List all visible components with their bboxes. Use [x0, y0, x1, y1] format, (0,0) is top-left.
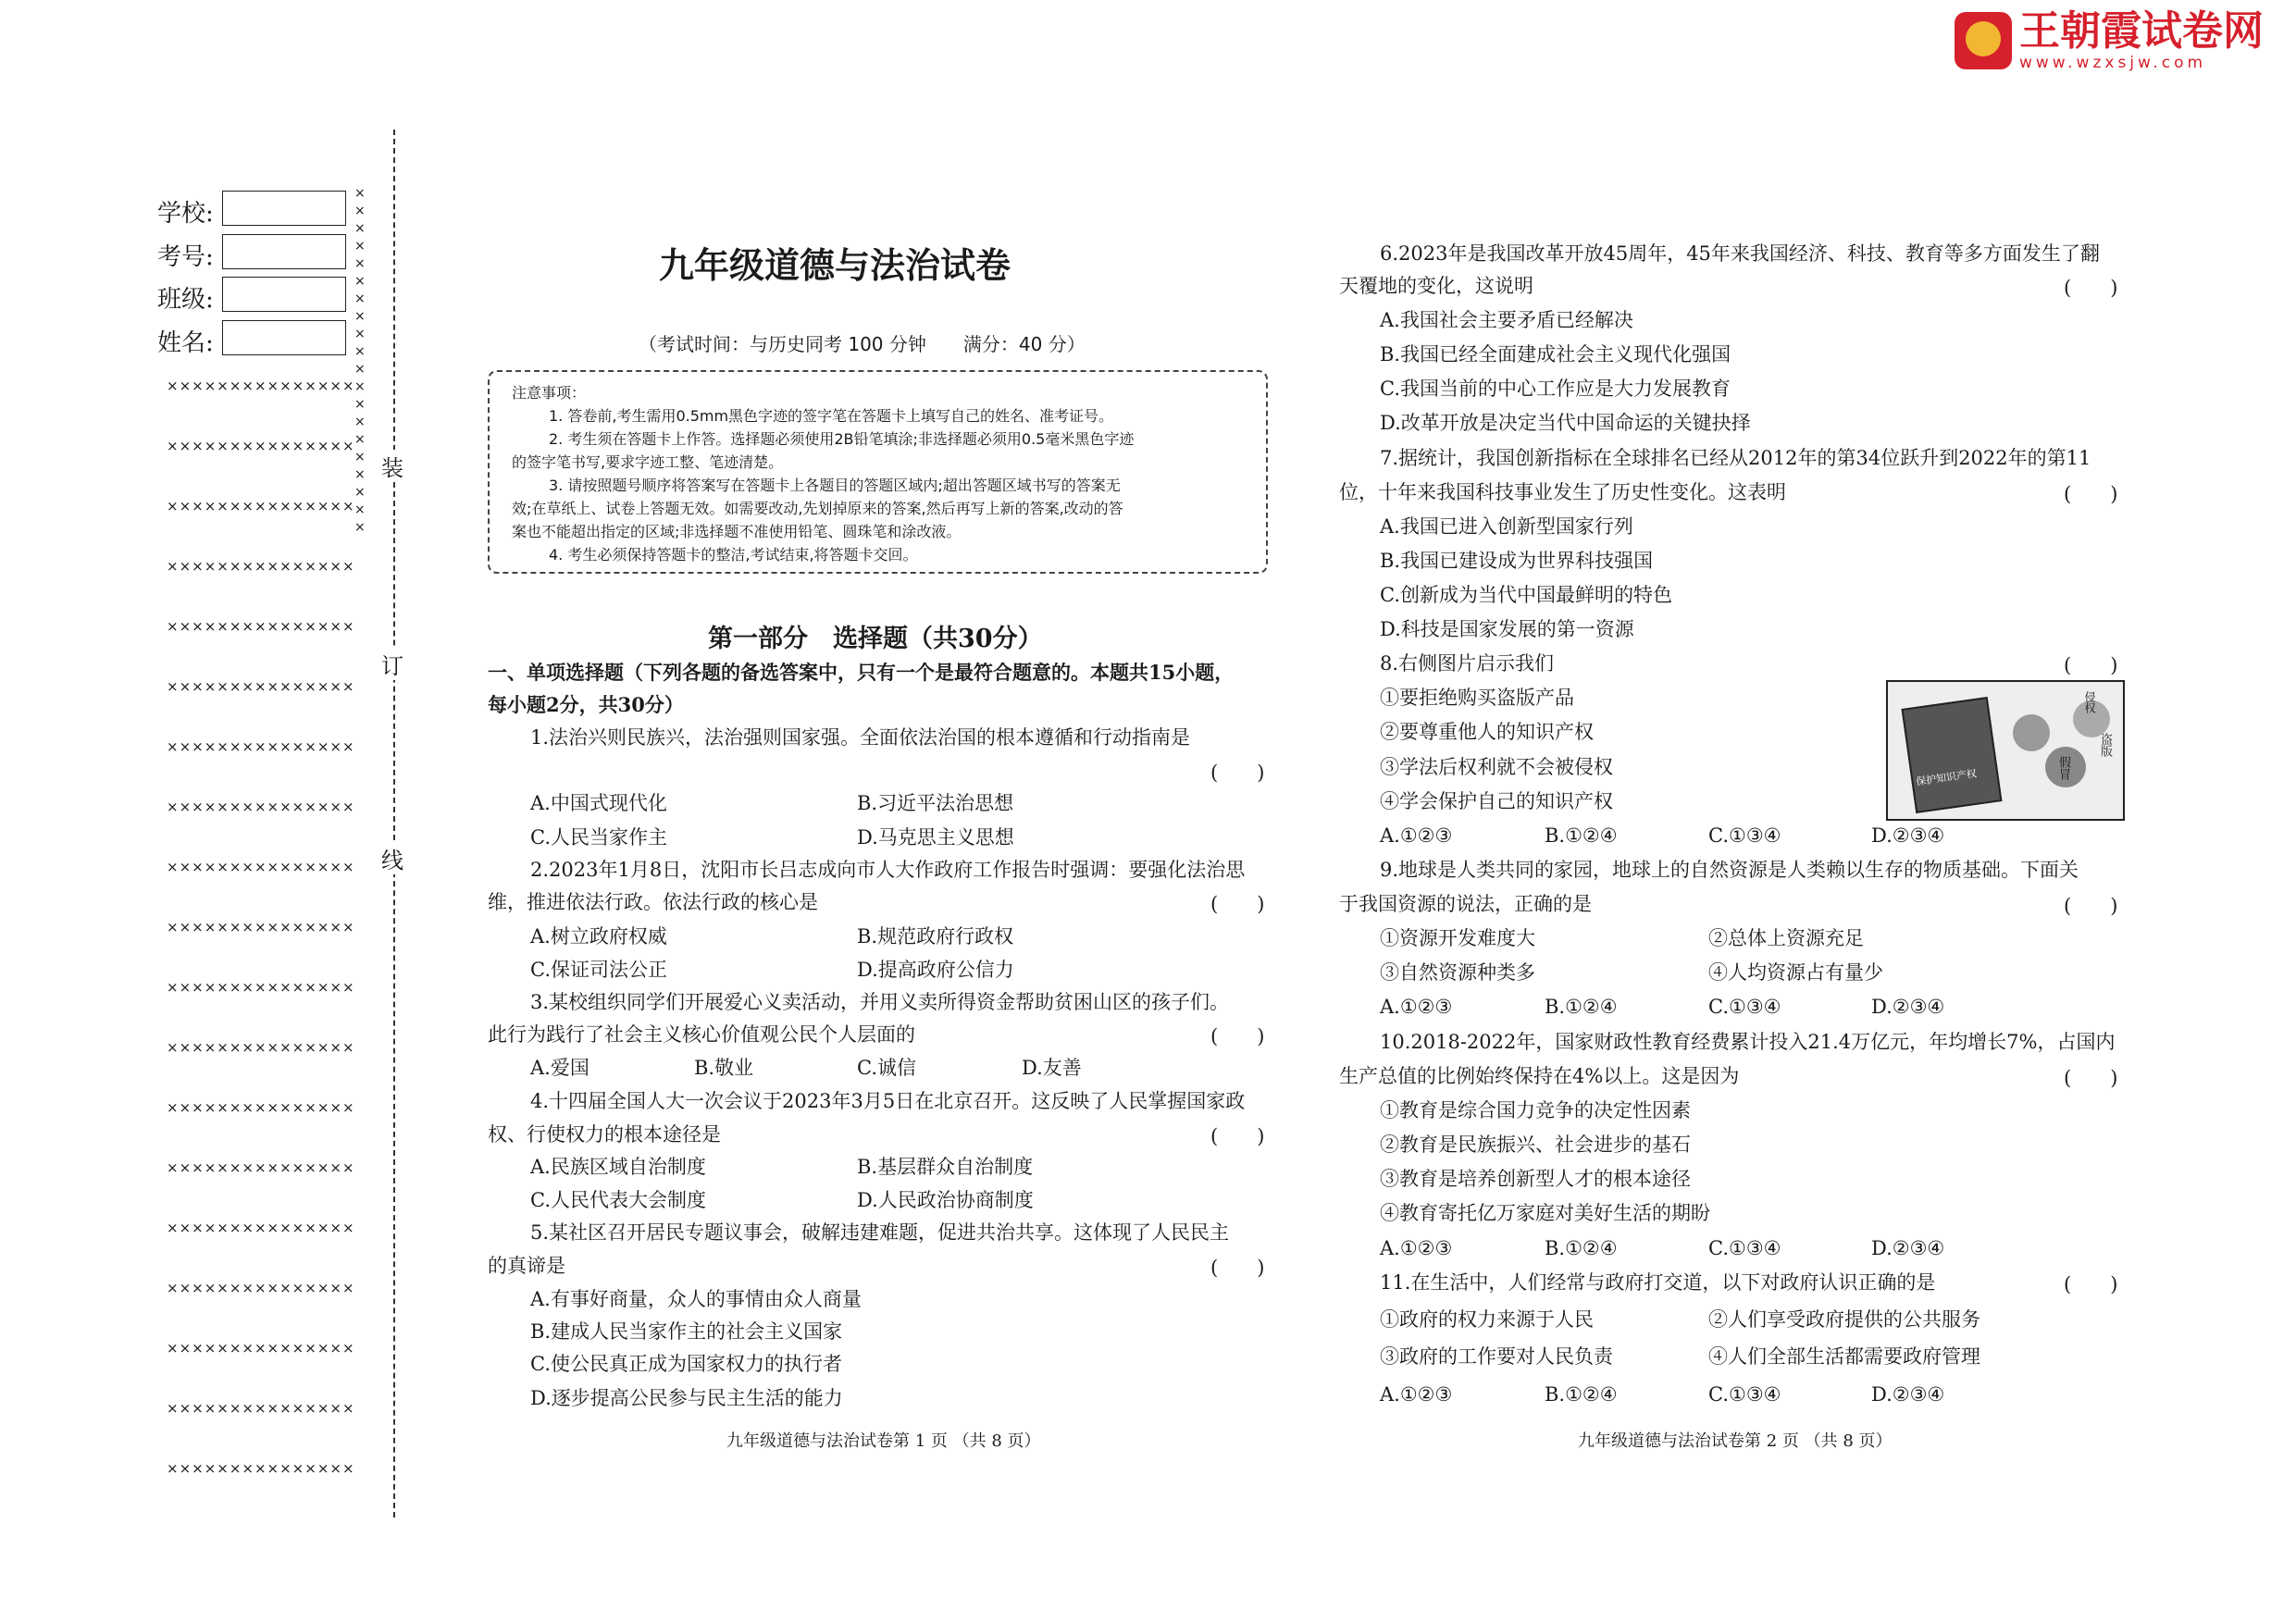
notice-item: 的签字笔书写,要求字迹工整、笔迹清楚。 — [512, 453, 784, 471]
school-field[interactable] — [222, 191, 346, 226]
option: D.改革开放是决定当代中国命运的关键抉择 — [1380, 412, 1751, 434]
option: D.人民政治协商制度 — [857, 1189, 1034, 1211]
answer-paren: ( ) — [1210, 1025, 1265, 1047]
statement: ④教育寄托亿万家庭对美好生活的期盼 — [1380, 1202, 1710, 1224]
statement: ④人们全部生活都需要政府管理 — [1708, 1345, 1980, 1368]
cross-row: ××××××××××××××× — [167, 558, 355, 575]
option: B.基层群众自治制度 — [857, 1156, 1034, 1178]
binding-dashed-line — [393, 130, 395, 1518]
option: A.我国社会主要矛盾已经解决 — [1380, 309, 1633, 331]
option: C.①③④ — [1708, 824, 1781, 847]
name-label: 姓名: — [157, 329, 214, 357]
option: C.①③④ — [1708, 996, 1781, 1018]
cross-row: ××××××××××××××× — [167, 678, 355, 695]
question-stem: 天覆地的变化，这说明 — [1339, 275, 1533, 297]
statement: ③自然资源种类多 — [1380, 961, 1535, 984]
answer-paren: ( ) — [1210, 1125, 1265, 1147]
option: C.①③④ — [1708, 1237, 1781, 1259]
answer-paren: ( ) — [2064, 1067, 2118, 1089]
statement: ③政府的工作要对人民负责 — [1380, 1345, 1613, 1368]
cross-row: ××××××××××××××× — [167, 799, 355, 815]
cross-row: ××××××××××××××× — [167, 438, 355, 454]
cross-row: ××××××××××××××× — [167, 738, 355, 755]
exam-number-field[interactable] — [222, 234, 346, 269]
option: B.①②④ — [1545, 996, 1618, 1018]
option: C.创新成为当代中国最鲜明的特色 — [1380, 584, 1672, 606]
book-figure — [1902, 697, 2003, 813]
class-label: 班级: — [157, 286, 214, 314]
school-label: 学校: — [157, 200, 214, 228]
option: A.我国已进入创新型国家行列 — [1380, 515, 1633, 538]
answer-paren: ( ) — [1210, 762, 1265, 784]
statement: ②要尊重他人的知识产权 — [1380, 721, 1594, 743]
option: A.民族区域自治制度 — [530, 1156, 706, 1178]
question-stem: 3.某校组织同学们开展爱心义卖活动，并用义卖所得资金帮助贫困山区的孩子们。 — [530, 991, 1230, 1013]
question-stem: 7.据统计，我国创新指标在全球排名已经从2012年的第34位跃升到2022年的第11 — [1380, 447, 2091, 469]
question-stem: 位，十年来我国科技事业发生了历史性变化。这表明 — [1339, 481, 1786, 503]
statement: ②人们享受政府提供的公共服务 — [1708, 1308, 1980, 1331]
option: A.①②③ — [1380, 1383, 1453, 1406]
cross-row: ××××××××××××××× — [167, 1099, 355, 1116]
option: A.①②③ — [1380, 824, 1453, 847]
question-stem: 11.在生活中，人们经常与政府打交道，以下对政府认识正确的是 — [1380, 1271, 1936, 1294]
question-stem: 10.2018-2022年，国家财政性教育经费累计投入21.4万亿元，年均增长7%，占国内 — [1380, 1031, 2116, 1053]
question-stem: 此行为践行了社会主义核心价值观公民个人层面的 — [488, 1023, 915, 1046]
notice-heading: 注意事项： — [512, 384, 587, 402]
cross-row: ××××××××××××××× — [167, 1280, 355, 1296]
cross-row: ××××××××××××××× — [167, 618, 355, 635]
cross-row: ××××××××××××××× — [167, 859, 355, 875]
question-stem: 5.某社区召开居民专题议事会，破解违建难题，促进共治共享。这体现了人民民主 — [530, 1221, 1230, 1244]
question-stem: 于我国资源的说法，正确的是 — [1339, 893, 1592, 915]
binding-char-zhuang: 装 — [381, 450, 403, 482]
option: C.保证司法公正 — [530, 959, 667, 981]
cross-row: ××××××××××××××× — [167, 1039, 355, 1056]
statement: ④人均资源占有量少 — [1708, 961, 1883, 984]
image-label: 盗版 — [2098, 733, 2112, 757]
option: B.①②④ — [1545, 1383, 1618, 1406]
exam-info: （考试时间：与历史同考 100 分钟 满分：40 分） — [639, 333, 1086, 355]
name-field[interactable] — [222, 320, 346, 355]
option: C.人民代表大会制度 — [530, 1189, 706, 1211]
binding-char-ding: 订 — [381, 648, 403, 680]
question-stem: 8.右侧图片启示我们 — [1380, 652, 1555, 675]
notice-item: 4. 考生必须保持答题卡的整洁,考试结束,将答题卡交回。 — [549, 546, 918, 564]
question-stem: 6.2023年是我国改革开放45周年，45年来我国经济、科技、教育等多方面发生了翻 — [1380, 242, 2100, 265]
option: B.①②④ — [1545, 1237, 1618, 1259]
question-stem: 生产总值的比例始终保持在4%以上。这是因为 — [1339, 1065, 1740, 1087]
cross-row: ××××××××××××××× — [167, 1460, 355, 1477]
question-stem: 维，推进依法行政。依法行政的核心是 — [488, 891, 818, 913]
cross-row: ××××××××××××××× — [167, 1340, 355, 1357]
option: C.使公民真正成为国家权力的执行者 — [530, 1353, 842, 1375]
option: C.诚信 — [857, 1057, 916, 1079]
question-stem: 2.2023年1月8日，沈阳市长吕志成向市人大作政府工作报告时强调：要强化法治思 — [530, 859, 1246, 881]
option: B.建成人民当家作主的社会主义国家 — [530, 1320, 843, 1343]
option: A.①②③ — [1380, 996, 1453, 1018]
answer-paren: ( ) — [2064, 654, 2118, 676]
section-heading: 第一部分 选择题（共30分） — [708, 625, 1043, 653]
page-footer: 九年级道德与法治试卷第 2 页 （共 8 页） — [1578, 1431, 1893, 1451]
option: B.①②④ — [1545, 824, 1618, 847]
statement: ③学法后权利就不会被侵权 — [1380, 756, 1613, 778]
statement: ①政府的权力来源于人民 — [1380, 1308, 1594, 1331]
cross-column: ×× ×× ×× ×× ×× ×× ×× ×× ×× ×× — [354, 186, 366, 535]
class-field[interactable] — [222, 277, 346, 312]
option: D.科技是国家发展的第一资源 — [1380, 618, 1634, 640]
question-stem: 权、行使权力的根本途径是 — [488, 1123, 721, 1146]
cross-row: ××××××××××××××× — [167, 1159, 355, 1176]
option: B.敬业 — [694, 1057, 754, 1079]
cross-row: ××××××××××××××× — [167, 1400, 355, 1417]
cross-row: ××××××××××××××× — [167, 1220, 355, 1236]
statement: ①资源开发难度大 — [1380, 927, 1535, 949]
option: A.有事好商量，众人的事情由众人商量 — [530, 1288, 862, 1310]
cartoon-image — [1886, 680, 2125, 821]
option: D.友善 — [1022, 1057, 1082, 1079]
image-label: 假冒 — [2056, 756, 2070, 780]
question-stem: 9.地球是人类共同的家园，地球上的自然资源是人类赖以生存的物质基础。下面关 — [1380, 859, 2079, 881]
answer-paren: ( ) — [1210, 893, 1265, 915]
option: B.习近平法治思想 — [857, 792, 1014, 814]
statement: ④学会保护自己的知识产权 — [1380, 790, 1613, 812]
image-label: 侵权 — [2083, 691, 2096, 713]
option: A.树立政府权威 — [530, 925, 667, 948]
statement: ③教育是培养创新型人才的根本途径 — [1380, 1168, 1691, 1190]
answer-paren: ( ) — [2064, 1273, 2118, 1295]
instructions: 一、单项选择题（下列各题的备选答案中，只有一个是最符合题意的。本题共15小题， — [488, 661, 1235, 684]
answer-paren: ( ) — [1210, 1257, 1265, 1279]
option: D.逐步提高公民参与民主生活的能力 — [530, 1387, 843, 1409]
statement: ①教育是综合国力竞争的决定性因素 — [1380, 1099, 1691, 1121]
cross-row: ××××××××××××××× — [167, 498, 355, 514]
notice-item: 案也不能超出指定的区域;非选择题不准使用铅笔、圆珠笔和涂改液。 — [512, 523, 962, 540]
statement: ①要拒绝购买盗版产品 — [1380, 687, 1574, 709]
logo-name: 王朝霞试卷网 — [2019, 7, 2264, 55]
option: D.②③④ — [1871, 824, 1945, 847]
option: A.①②③ — [1380, 1237, 1453, 1259]
logo — [1955, 9, 2264, 72]
image-label: 保护知识产权 — [1915, 767, 1978, 788]
option: B.我国已经全面建成社会主义现代化强国 — [1380, 343, 1731, 365]
notice-item: 1. 答卷前,考生需用0.5mm黑色字迹的签字笔在答题卡上填写自己的姓名、准考证号。 — [549, 407, 1114, 425]
statement: ②教育是民族振兴、社会进步的基石 — [1380, 1134, 1691, 1156]
notice-item: 效;在草纸上、试卷上答题无效。如需要改动,先划掉原来的答案,然后再写上新的答案,改动的答 — [512, 500, 1123, 517]
logo-emblem-icon — [1955, 12, 2012, 69]
answer-paren: ( ) — [2064, 895, 2118, 917]
option: B.我国已建设成为世界科技强国 — [1380, 550, 1654, 572]
statement: ②总体上资源充足 — [1708, 927, 1864, 949]
logo-url: www.wzxsjw.com — [2019, 54, 2207, 72]
notice-item: 3. 请按照题号顺序将答案写在答题卡上各题目的答题区域内;超出答题区域书写的答案无 — [549, 477, 1121, 494]
page-title: 九年级道德与法治试卷 — [659, 244, 1011, 286]
cross-row: ××××××××××××××× — [167, 979, 355, 996]
option: C.①③④ — [1708, 1383, 1781, 1406]
question-stem: 的真谛是 — [488, 1255, 565, 1277]
notice-item: 2. 考生须在答题卡上作答。选择题必须使用2B铅笔填涂;非选择题必须用0.5毫米黑色字迹 — [549, 430, 1135, 448]
cross-row: ××××××××××××××× — [167, 378, 355, 394]
notice-box — [488, 370, 1268, 574]
option: B.规范政府行政权 — [857, 925, 1014, 948]
option: D.②③④ — [1871, 996, 1945, 1018]
exam-number-label: 考号: — [157, 243, 214, 271]
answer-paren: ( ) — [2064, 277, 2118, 299]
option: A.爱国 — [530, 1057, 590, 1079]
option: D.马克思主义思想 — [857, 826, 1014, 849]
option: D.②③④ — [1871, 1237, 1945, 1259]
page-footer: 九年级道德与法治试卷第 1 页 （共 8 页） — [726, 1431, 1041, 1451]
option: D.提高政府公信力 — [857, 959, 1014, 981]
binding-char-xian: 线 — [381, 842, 403, 874]
option: C.我国当前的中心工作应是大力发展教育 — [1380, 378, 1731, 400]
question-stem: 1.法治兴则民族兴，法治强则国家强。全面依法治国的根本遵循和行动指南是 — [530, 726, 1191, 749]
instructions: 每小题2分，共30分） — [488, 693, 684, 716]
option: C.人民当家作主 — [530, 826, 667, 849]
option: D.②③④ — [1871, 1383, 1945, 1406]
cross-row: ××××××××××××××× — [167, 919, 355, 935]
question-stem: 4.十四届全国人大一次会议于2023年3月5日在北京召开。这反映了人民掌握国家政 — [530, 1090, 1246, 1112]
option: A.中国式现代化 — [530, 792, 667, 814]
answer-paren: ( ) — [2064, 483, 2118, 505]
